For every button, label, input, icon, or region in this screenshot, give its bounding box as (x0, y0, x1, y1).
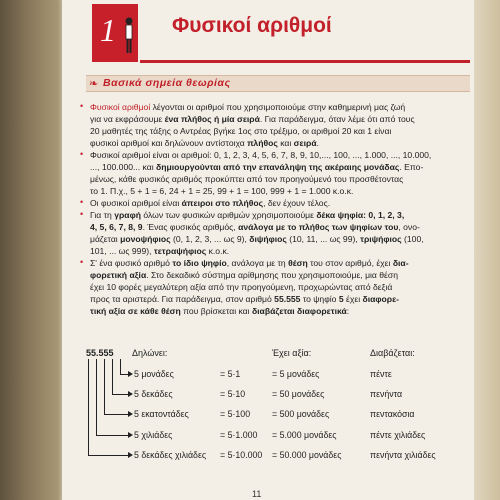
row-label: 5 μονάδες (134, 369, 174, 379)
text-segment: δια- (392, 258, 409, 268)
bullet-icon: • (80, 209, 84, 219)
row-label: 5 δεκάδες χιλιάδες (134, 450, 207, 460)
paragraph-line (90, 233, 424, 245)
text-segment: και (277, 138, 294, 148)
connector-line (120, 359, 121, 374)
row-label: 5 εκατοντάδες (134, 409, 189, 419)
text-segment: . Για παράδειγμα, όταν λέμε ότι από τους (259, 114, 415, 124)
connector-line (96, 359, 97, 435)
row-read: πενήντα (370, 389, 403, 399)
paragraph-line (90, 245, 229, 257)
text-segment: (10, 11, ... ως 99), (286, 234, 361, 244)
text-segment: Φυσικοί αριθμοί (90, 102, 151, 112)
paragraph-line (90, 221, 420, 233)
chapter-title: Φυσικοί αριθμοί (172, 14, 332, 37)
header-denotes: Δηλώνει: (132, 348, 168, 358)
text-segment: μένως, κάθε φυσικός αριθμός προκύπτει από τον προηγούμενό του προσθέτοντας (90, 174, 404, 184)
text-segment: 55.555 (274, 294, 301, 304)
row-value: = 50 μονάδες (272, 389, 325, 399)
text-segment: 101, ... ως 999), (90, 246, 154, 256)
paragraph-line (90, 101, 405, 113)
text-segment: Φυσικοί αριθμοί είναι οι αριθμοί: 0, 1, 2, 3, 4, 5, 6, 7, 8, 9, 10,..., 100, ..., 1.000, ..., 10.000, (90, 150, 432, 160)
paragraph-line (90, 161, 423, 173)
connector-line (96, 435, 128, 436)
text-segment: διψήφιος (249, 234, 287, 244)
text-segment: , δεν έχουν τέλος. (263, 198, 331, 208)
row-label: 5 χιλιάδες (134, 430, 173, 440)
text-segment: μονοψήφιος (120, 234, 171, 244)
text-segment: . Ένας φυσικός αριθμός, (142, 222, 239, 232)
text-segment: (0, 1, 2, 3, ... ως 9), (170, 234, 250, 244)
text-segment: γραφή (114, 210, 141, 220)
bullet-icon: • (80, 257, 84, 267)
arrow-icon (128, 452, 133, 458)
text-segment: τριψήφιος (360, 234, 402, 244)
connector-line (112, 359, 113, 394)
text-segment: Οι φυσικοί αριθμοί είναι (90, 198, 182, 208)
text-segment: όλων των φυσικών αριθμών χρησιμοποιούμε (140, 210, 317, 220)
text-segment: διαβάζεται διαφορετικά (251, 306, 347, 316)
page-edges (474, 0, 500, 500)
connector-line (104, 414, 128, 415)
text-segment: . Επο- (399, 162, 424, 172)
connector-line (88, 359, 89, 455)
row-read: πενήντα χιλιάδες (370, 450, 436, 460)
paragraph-line (90, 185, 353, 197)
paragraph-line (90, 269, 398, 281)
row-formula: = 5·10 (220, 389, 246, 399)
connector-line (88, 455, 128, 456)
text-segment: που βρίσκεται και (180, 306, 252, 316)
text-segment: έχει (343, 294, 363, 304)
text-segment: , ανάλογα με τη (226, 258, 289, 268)
paragraph-line (90, 137, 319, 149)
row-formula: = 5·100 (220, 409, 251, 419)
text-segment: Σ' ένα φυσικό αριθμό (90, 258, 173, 268)
chapter-number: 1 (100, 12, 116, 48)
text-segment: τετραψήφιος (153, 246, 207, 256)
text-segment: λέγονται οι αριθμοί που χρησιμοποιούμε στην καθημερινή μας ζωή (150, 102, 406, 112)
paragraph-line (90, 149, 431, 161)
paragraph-line (90, 173, 403, 185)
paragraph-line (90, 125, 391, 137)
text-segment: το 1. Π.χ., 5 + 1 = 6, 24 + 1 = 25, 99 + 1 = 100, 999 + 1 = 1.000 κ.ο.κ. (90, 186, 354, 196)
arrow-icon (128, 432, 133, 438)
row-value: = 500 μονάδες (272, 409, 330, 419)
text-segment: ..., 100.000... και (90, 162, 157, 172)
text-segment: σειρά (293, 138, 317, 148)
row-value: = 5 μονάδες (272, 369, 320, 379)
text-segment: . Στο δεκαδικό σύστημα αρίθμησης που χρησιμοποιούμε, μια θέση (146, 270, 398, 280)
header-value: Έχει αξία: (272, 348, 312, 358)
text-segment: για να εκφράσουμε (90, 114, 165, 124)
header-read: Διαβάζεται: (370, 348, 415, 358)
row-formula: = 5·1.000 (220, 430, 258, 440)
text-segment: ένα πλήθος ή μία σειρά (164, 114, 260, 124)
text-segment: δέκα ψηφία: 0, 1, 2, 3, (316, 210, 405, 220)
row-read: πέντε (370, 369, 392, 379)
leaf-icon: ❧ (89, 78, 99, 90)
paragraph-line (90, 293, 399, 305)
row-value: = 50.000 μονάδες (272, 450, 342, 460)
section-title: Βασικά σημεία θεωρίας (103, 77, 231, 89)
connector-line (112, 394, 128, 395)
row-value: = 5.000 μονάδες (272, 430, 337, 440)
title-rule (140, 60, 470, 63)
row-read: πέντε χιλιάδες (370, 430, 426, 440)
paragraph-line (90, 197, 330, 209)
text-segment: 5 (338, 294, 344, 304)
text-segment: 20 μαθητές της τάξης ο Αντρέας βγήκε 1ος στο τρέξιμο, οι αριθμοί 20 και 1 είναι (90, 126, 392, 136)
text-segment: (100, (401, 234, 424, 244)
text-segment: ανάλογα με το πλήθος των ψηφίων του (238, 222, 399, 232)
bullet-icon: • (80, 149, 84, 159)
text-segment: Για τη (90, 210, 115, 220)
text-segment: δημιουργούνται από την επανάληψη της ακέραιης μονάδας (156, 162, 400, 172)
paragraph-line (90, 281, 392, 293)
row-read: πεντακόσια (370, 409, 415, 419)
text-segment: το ψηφίο (300, 294, 339, 304)
bullet-icon: • (80, 197, 84, 207)
text-segment: πλήθος (247, 138, 278, 148)
connector-line (104, 359, 105, 414)
connector-line (120, 374, 128, 375)
text-segment: τική αξία σε κάθε θέση (90, 306, 181, 316)
text-segment: : (346, 306, 350, 316)
text-segment: θέση (288, 258, 308, 268)
paragraph-line (90, 209, 404, 221)
arrow-icon (128, 391, 133, 397)
student-figure-icon (124, 16, 134, 56)
text-segment: μάζεται (90, 234, 121, 244)
table-number: 55.555 (86, 348, 114, 358)
text-segment: του στον αριθμό, έχει (307, 258, 393, 268)
text-segment: 4, 5, 6, 7, 8, 9 (90, 222, 143, 232)
text-segment: . (316, 138, 320, 148)
text-segment: το ίδιο ψηφίο (172, 258, 227, 268)
text-segment: προς τα αριστερά. Για παράδειγμα, στον αριθμό (90, 294, 275, 304)
text-segment: , ονο- (398, 222, 420, 232)
text-segment: φυσικοί αριθμοί και δηλώνουν αντίστοιχα (90, 138, 248, 148)
paragraph-line (90, 305, 349, 317)
text-segment: έχει 10 φορές μεγαλύτερη αξία από την προηγούμενη, προχωρώντας από δεξιά (90, 282, 393, 292)
row-label: 5 δεκάδες (134, 389, 173, 399)
paragraph-line (90, 113, 415, 125)
row-formula: = 5·10.000 (220, 450, 263, 460)
text-segment: άπειροι στο πλήθος (181, 198, 264, 208)
paragraph-line (90, 257, 409, 269)
page-number: 11 (252, 489, 262, 499)
text-segment: κ.ο.κ. (206, 246, 230, 256)
text-segment: διαφορε- (362, 294, 400, 304)
arrow-icon (128, 371, 133, 377)
text-segment: φορετική αξία (90, 270, 147, 280)
row-formula: = 5·1 (220, 369, 241, 379)
bullet-icon: • (80, 101, 84, 111)
arrow-icon (128, 411, 133, 417)
